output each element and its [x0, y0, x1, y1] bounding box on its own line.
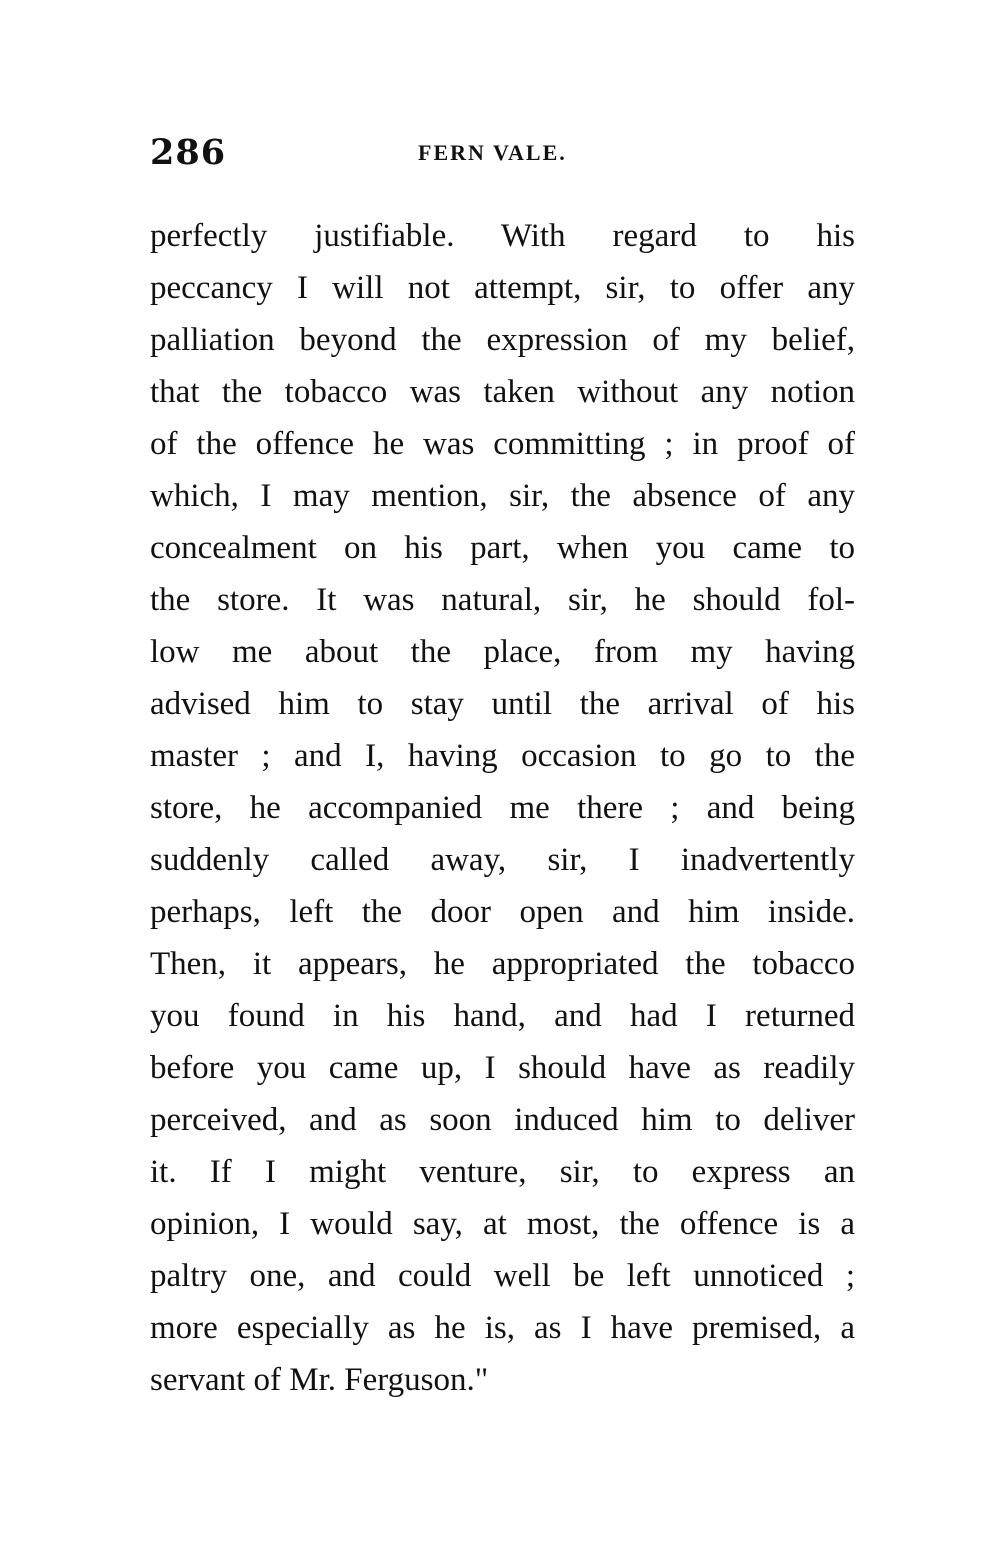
page-number: 286	[150, 132, 227, 173]
running-head	[150, 130, 850, 180]
text-line: that the tobacco was taken without any notion	[150, 374, 855, 410]
text-line: the store. It was natural, sir, he should fol-	[150, 582, 855, 618]
text-line: perceived, and as soon induced him to deliver	[150, 1102, 855, 1138]
text-line: opinion, I would say, at most, the offence is a	[150, 1206, 855, 1242]
text-line: Then, it appears, he appropriated the tobacco	[150, 946, 855, 982]
text-line: paltry one, and could well be left unnoticed ;	[150, 1258, 855, 1294]
text-line: suddenly called away, sir, I inadvertently	[150, 842, 855, 878]
text-line: you found in his hand, and had I returned	[150, 998, 855, 1034]
text-line: advised him to stay until the arrival of his	[150, 686, 855, 722]
text-line: concealment on his part, when you came to	[150, 530, 855, 566]
running-title: FERN VALE.	[418, 140, 567, 165]
text-line: which, I may mention, sir, the absence of any	[150, 478, 855, 514]
text-line: perhaps, left the door open and him inside.	[150, 894, 855, 930]
text-line: store, he accompanied me there ; and being	[150, 790, 855, 826]
text-line: it. If I might venture, sir, to express an	[150, 1154, 855, 1190]
text-line: palliation beyond the expression of my belief,	[150, 322, 855, 358]
text-line: peccancy I will not attempt, sir, to offer any	[150, 270, 855, 306]
text-line: servant of Mr. Ferguson."	[150, 1362, 489, 1398]
text-line: low me about the place, from my having	[150, 634, 855, 670]
text-line: before you came up, I should have as readily	[150, 1050, 855, 1086]
text-line: of the offence he was committing ; in proof of	[150, 426, 855, 462]
text-line: more especially as he is, as I have premised, a	[150, 1310, 855, 1346]
body-text	[150, 210, 855, 1406]
text-line: master ; and I, having occasion to go to the	[150, 738, 855, 774]
text-line: perfectly justifiable. With regard to his	[150, 218, 855, 254]
